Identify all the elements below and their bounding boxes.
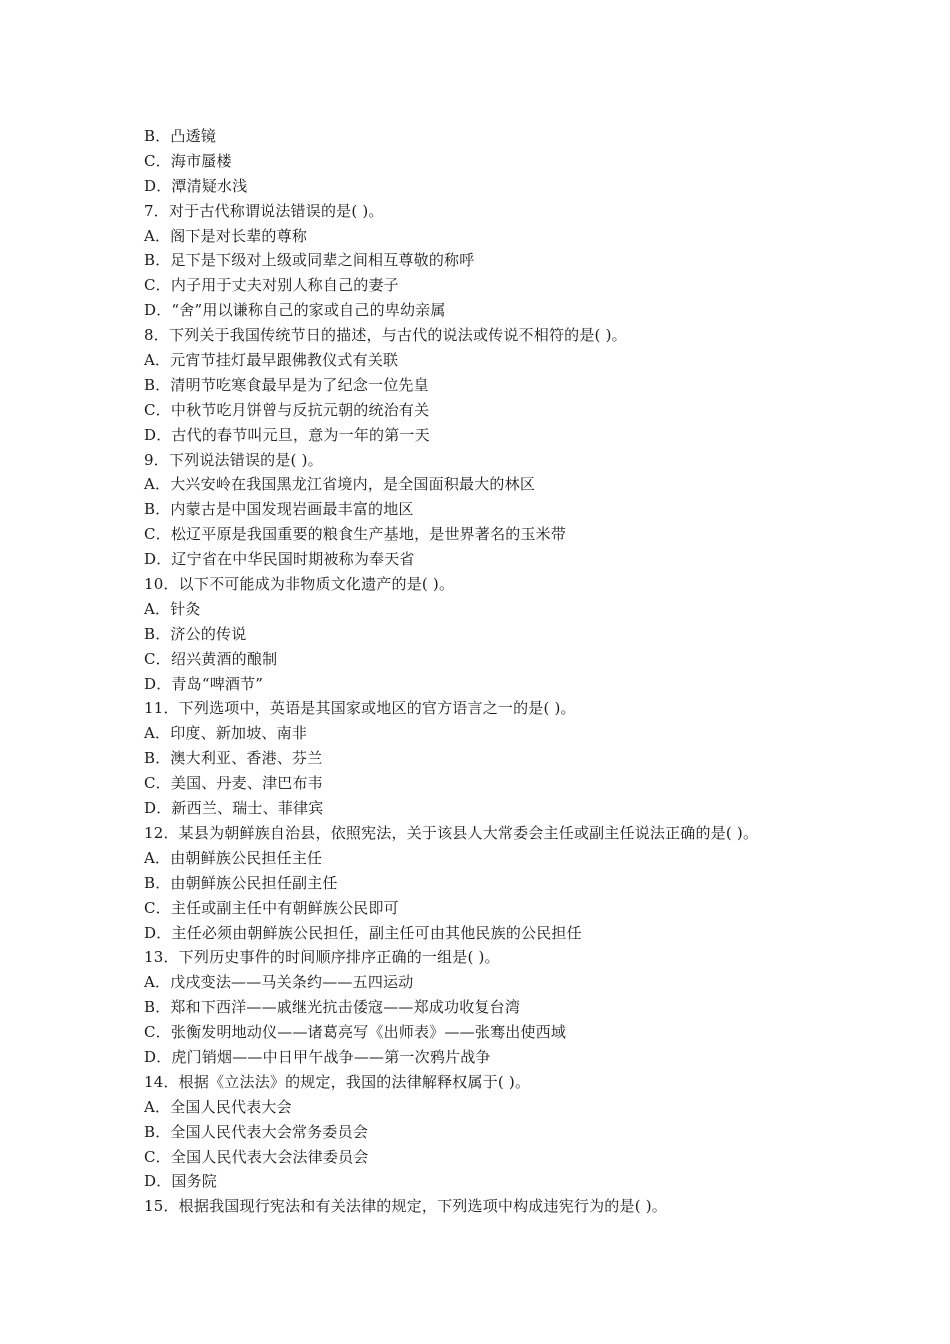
option-line: D．虎门销烟——中日甲午战争——第一次鸦片战争 [144, 1047, 491, 1066]
option-line: C．主任或副主任中有朝鲜族公民即可 [144, 898, 399, 917]
option-line: A．针灸 [144, 599, 201, 618]
question-line: 12．某县为朝鲜族自治县，依照宪法，关于该县人大常委会主任或副主任说法正确的是( )。 [144, 823, 759, 842]
question-line: 15．根据我国现行宪法和有关法律的规定，下列选项中构成违宪行为的是( )。 [144, 1197, 667, 1216]
question-line: 11．下列选项中，英语是其国家或地区的官方语言之一的是( )。 [144, 699, 576, 718]
option-line: D．辽宁省在中华民国时期被称为奉天省 [144, 550, 415, 569]
option-line: B．济公的传说 [144, 624, 247, 643]
option-line: D．国务院 [144, 1172, 218, 1191]
option-line: A．印度、新加坡、南非 [144, 724, 308, 743]
question-line: 7．对于古代称谓说法错误的是( )。 [144, 201, 384, 220]
option-line: B．郑和下西洋——戚继光抗击倭寇——郑成功收复台湾 [144, 998, 521, 1017]
option-line: A．由朝鲜族公民担任主任 [144, 848, 323, 867]
option-line: B．凸透镜 [144, 127, 217, 145]
option-line: D．青岛“啤酒节” [144, 674, 264, 693]
option-line: C．内子用于丈夫对别人称自己的妻子 [144, 276, 399, 295]
option-line: D．“舍”用以谦称自己的家或自己的卑幼亲属 [144, 301, 446, 320]
option-line: D．主任必须由朝鲜族公民担任，副主任可由其他民族的公民担任 [144, 923, 582, 942]
option-line: B．内蒙古是中国发现岩画最丰富的地区 [144, 500, 414, 519]
question-text-block [144, 124, 844, 1219]
option-line: A．戊戌变法——马关条约——五四运动 [144, 973, 414, 992]
option-line: C．松辽平原是我国重要的粮食生产基地，是世界著名的玉米带 [144, 525, 567, 544]
question-line: 10．以下不可能成为非物质文化遗产的是( )。 [144, 575, 455, 594]
option-line: B．由朝鲜族公民担任副主任 [144, 873, 338, 892]
option-line: A．元宵节挂灯最早跟佛教仪式有关联 [144, 351, 399, 370]
question-line: 9．下列说法错误的是( )。 [144, 450, 323, 469]
option-line: A．阁下是对长辈的尊称 [144, 226, 308, 245]
option-line: D．新西兰、瑞士、菲律宾 [144, 799, 324, 818]
option-line: D．古代的春节叫元旦，意为一年的第一天 [144, 425, 430, 444]
option-line: C．海市蜃楼 [144, 151, 232, 170]
question-line: 14．根据《立法法》的规定，我国的法律解释权属于( )。 [144, 1072, 531, 1091]
option-line: C．全国人民代表大会法律委员会 [144, 1147, 369, 1166]
option-line: B．澳大利亚、香港、芬兰 [144, 749, 323, 768]
option-line: B．清明节吃寒食最早是为了纪念一位先皇 [144, 375, 429, 394]
option-line: D．潭清疑水浅 [144, 176, 248, 195]
option-line: C．绍兴黄酒的酿制 [144, 649, 278, 668]
question-line: 8．下列关于我国传统节日的描述，与古代的说法或传说不相符的是( )。 [144, 326, 627, 345]
option-line: A．大兴安岭在我国黑龙江省境内，是全国面积最大的林区 [144, 475, 536, 494]
option-line: C．张衡发明地动仪——诸葛亮写《出师表》——张骞出使西域 [144, 1023, 567, 1042]
option-line: C．中秋节吃月饼曾与反抗元朝的统治有关 [144, 400, 430, 419]
option-line: B．足下是下级对上级或同辈之间相互尊敬的称呼 [144, 251, 475, 270]
option-line: A．全国人民代表大会 [144, 1097, 292, 1116]
question-line: 13．下列历史事件的时间顺序排序正确的一组是( )。 [144, 948, 500, 967]
option-line: C．美国、丹麦、津巴布韦 [144, 774, 323, 793]
option-line: B．全国人民代表大会常务委员会 [144, 1122, 369, 1141]
